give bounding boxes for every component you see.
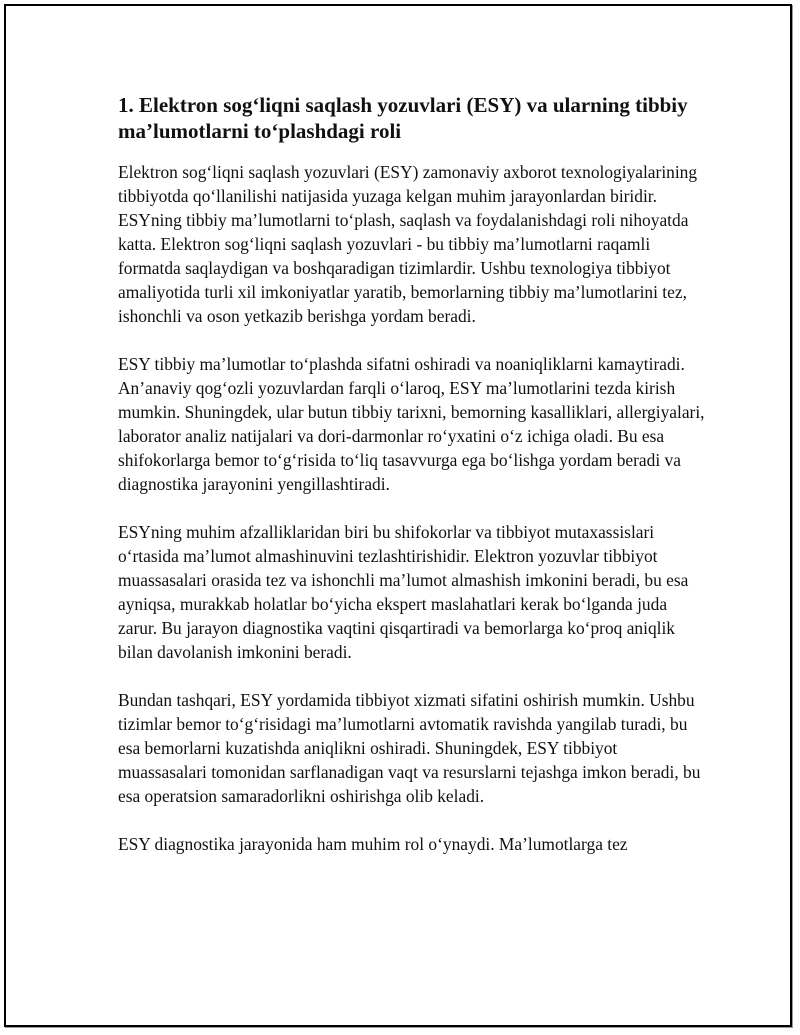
section-heading: 1. Elektron sog‘liqni saqlash yozuvlari (ESY) va ularning tibbiy ma’lumotlarni to‘plashdagi roli (118, 93, 688, 143)
document-body (118, 92, 708, 880)
paragraph-5: ESY diagnostika jarayonida ham muhim rol o‘ynaydi. Ma’lumotlarga tez (118, 834, 628, 854)
paragraph-2: ESY tibbiy ma’lumotlar to‘plashda sifatni oshiradi va noaniqliklarni kamaytiradi. An’anaviy qog‘ozli yozuvlardan farqli o‘laroq, ESY ma’lumotlarini tezda kirish mumkin. Shuningdek, ular butun tibbiy tarixni, bemorning kasalliklari, allergiyalari, laborator analiz natijalari va dori-darmonlar ro‘yxatini o‘z ichiga oladi. Bu esa shifokorlarga bemor to‘g‘risida to‘liq tasavvurga ega bo‘lishga yordam beradi va diagnostika jarayonini yengillashtiradi. (118, 354, 705, 494)
paragraph-3: ESYning muhim afzalliklaridan biri bu shifokorlar va tibbiyot mutaxassislari o‘rtasida ma’lumot almashinuvini tezlashtirishidir. Elektron yozuvlar tibbiyot muassasalari orasida tez va ishonchli ma’lumot almashish imkonini beradi, bu esa ayniqsa, murakkab holatlar bo‘yicha ekspert maslahatlari kerak bo‘lganda juda zarur. Bu jarayon diagnostika vaqtini qisqartiradi va bemorlarga ko‘proq aniqlik bilan davolanish imkonini beradi. (118, 522, 689, 662)
paragraph-4: Bundan tashqari, ESY yordamida tibbiyot xizmati sifatini oshirish mumkin. Ushbu tizimlar bemor to‘g‘risidagi ma’lumotlarni avtomatik ravishda yangilab turadi, bu esa bemorlarni kuzatishda aniqlikni oshiradi. Shuningdek, ESY tibbiyot muassasalari tomonidan sarflanadigan vaqt va resurslarni tejashga imkon beradi, bu esa operatsion samaradorlikni oshirishga olib keladi. (118, 690, 701, 806)
paragraph-1: Elektron sog‘liqni saqlash yozuvlari (ESY) zamonaviy axborot texnologiyalarining tibbiyotda qo‘llanilishi natijasida yuzaga kelgan muhim jarayonlardan biridir. ESYning tibbiy ma’lumotlarni to‘plash, saqlash va foydalanishdagi roli nihoyatda katta. Elektron sog‘liqni saqlash yozuvlari - bu tibbiy ma’lumotlarni raqamli formatda saqlaydigan va boshqaradigan tizimlardir. Ushbu texnologiya tibbiyot amaliyotida turli xil imkoniyatlar yaratib, bemorlarning tibbiy ma’lumotlarini tez, ishonchli va oson yetkazib berishga yordam beradi. (118, 162, 698, 326)
